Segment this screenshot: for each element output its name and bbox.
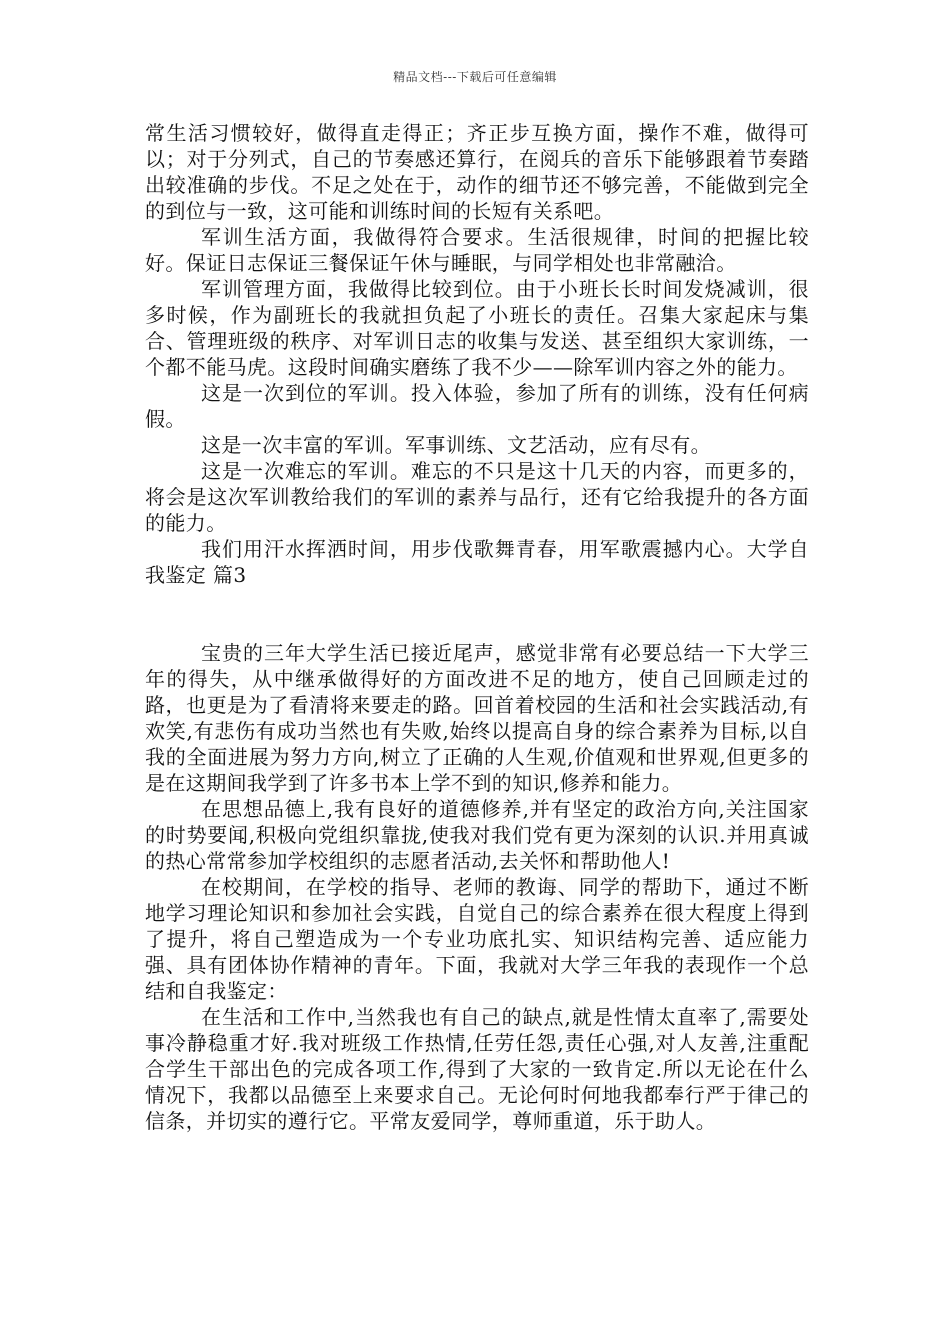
paragraph: 军训生活方面，我做得符合要求。生活很规律，时间的把握比较好。保证日志保证三餐保证午休与睡眠，与同学相处也非常融洽。: [145, 225, 809, 275]
paragraph: 常生活习惯较好，做得直走得正；齐正步互换方面，操作不难，做得可以；对于分列式，自己的节奏感还算行，在阅兵的音乐下能够跟着节奏踏出较准确的步伐。不足之处在于，动作的细节还不够完善，不能做到完全的到位与一致，这可能和训练时间的长短有关系吧。: [145, 121, 809, 223]
paragraph: 在校期间，在学校的指导、老师的教诲、同学的帮助下，通过不断地学习理论知识和参加社会实践，自觉自己的综合素养在很大程度上得到了提升，将自己塑造成为一个专业功底扎实、知识结构完善、适应能力强、具有团体协作精神的青年。下面，我就对大学三年我的表现作一个总结和自我鉴定：: [145, 875, 809, 1003]
paragraph: 军训管理方面，我做得比较到位。由于小班长长时间发烧减训，很多时候，作为副班长的我就担负起了小班长的责任。召集大家起床与集合、管理班级的秩序、对军训日志的收集与发送、甚至组织大家训练，一个都不能马虎。这段时间确实磨练了我不少——除军训内容之外的能力。: [145, 277, 809, 379]
paragraph: 这是一次难忘的军训。难忘的不只是这十几天的内容，而更多的，将会是这次军训教给我们的军训的素养与品行，还有它给我提升的各方面的能力。: [145, 459, 809, 535]
paragraph: 宝贵的三年大学生活已接近尾声，感觉非常有必要总结一下大学三年的得失，从中继承做得好的方面改进不足的地方，使自己回顾走过的路，也更是为了看清将来要走的路。回首着校园的生活和社会实践活动,有欢笑,有悲伤有成功当然也有失败,始终以提高自身的综合素养为目标,以自我的全面进展为努力方向,树立了正确的人生观,价值观和世界观,但更多的是在这期间我学到了许多书本上学不到的知识,修养和能力。: [145, 641, 809, 795]
section-spacer: [145, 588, 809, 640]
document-body: [145, 120, 809, 1134]
paragraph: 这是一次丰富的军训。军事训练、文艺活动，应有尽有。: [201, 433, 711, 457]
page-header: 精品文档---下载后可任意编辑: [393, 70, 557, 84]
paragraph: 我们用汗水挥洒时间，用步伐歌舞青春，用军歌震撼内心。大学自我鉴定 篇3: [145, 537, 809, 587]
paragraph: 这是一次到位的军训。投入体验，参加了所有的训练，没有任何病假。: [145, 381, 809, 431]
paragraph: 在思想品德上,我有良好的道德修养,并有坚定的政治方向,关注国家的时势要闻,积极向党组织靠拢,使我对我们党有更为深刻的认识.并用真诚的热心常常参加学校组织的志愿者活动,去关怀和帮助他人!: [145, 797, 809, 873]
paragraph: 在生活和工作中,当然我也有自己的缺点,就是性情太直率了,需要处事冷静稳重才好.我对班级工作热情,任劳任怨,责任心强,对人友善,注重配合学生干部出色的完成各项工作,得到了大家的一致肯定.所以无论在什么情况下，我都以品德至上来要求自己。无论何时何地我都奉行严于律己的信条，并切实的遵行它。平常友爱同学，尊师重道，乐于助人。: [145, 1005, 809, 1133]
